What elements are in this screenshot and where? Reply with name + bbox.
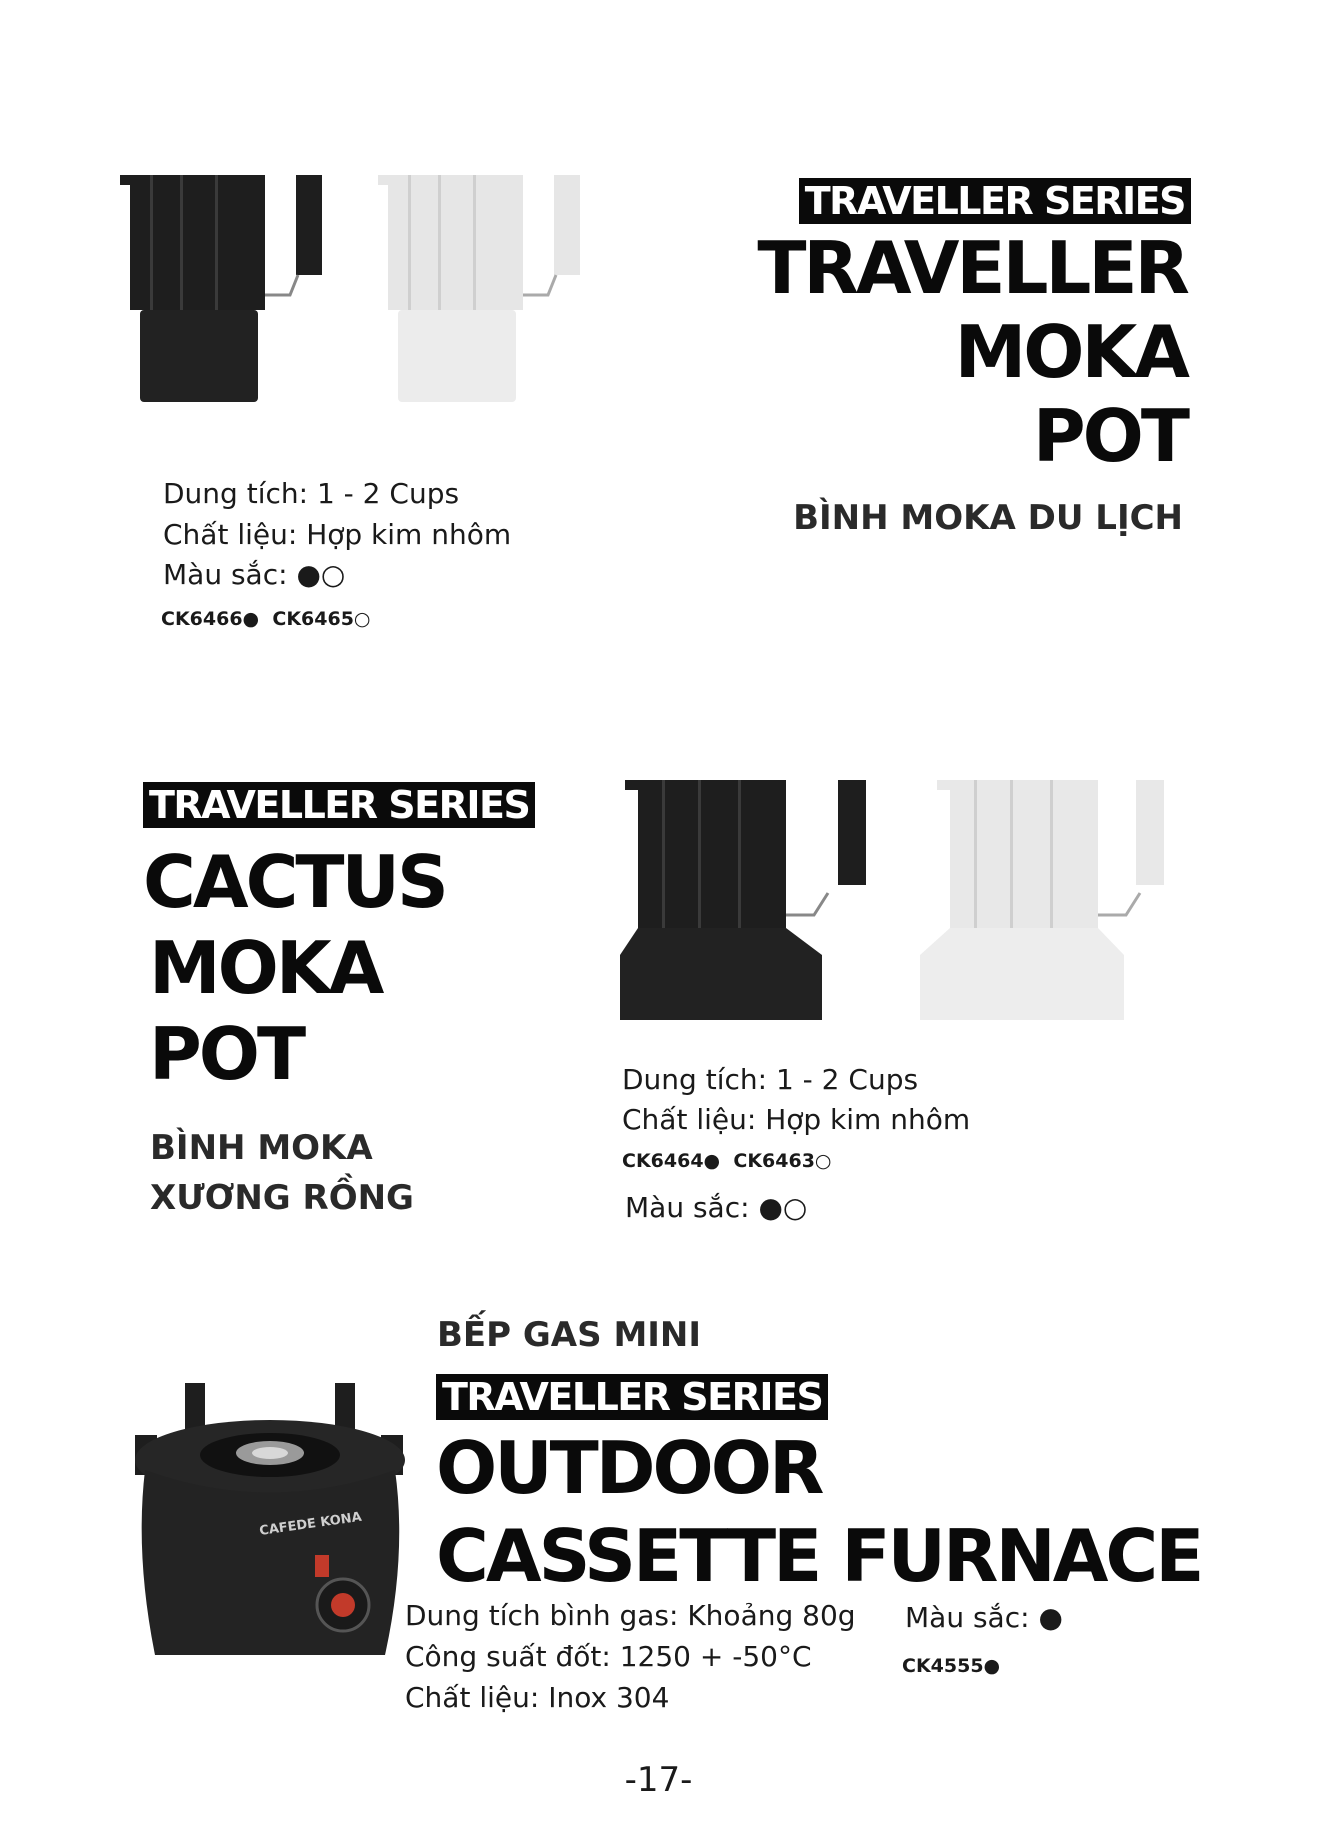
traveller-spec-material: Chất liệu: Hợp kim nhôm xyxy=(163,518,512,551)
gas-stove-icon xyxy=(135,1383,405,1655)
cactus-subtitle-line-2: XƯƠNG RỒNG xyxy=(150,1178,414,1218)
stove-spec-gas-capacity: Dung tích bình gas: Khoảng 80g xyxy=(405,1599,856,1632)
cactus-spec-capacity: Dung tích: 1 - 2 Cups xyxy=(622,1063,919,1096)
stove-spec-material: Chất liệu: Inox 304 xyxy=(405,1681,670,1714)
black-moka-pot-icon xyxy=(120,175,322,402)
cactus-codes xyxy=(622,1150,832,1172)
page-number: -17- xyxy=(624,1760,693,1800)
cactus-series-tag: TRAVELLER SERIES xyxy=(143,782,535,828)
traveller-title-line-3: POT xyxy=(1032,394,1187,478)
white-cactus-pot-icon xyxy=(920,780,1164,1020)
color-symbols: : ●○ xyxy=(740,1191,808,1224)
traveller-title-line-2: MOKA xyxy=(954,310,1187,394)
cactus-color-row xyxy=(625,1188,807,1228)
traveller-color-row xyxy=(163,555,345,595)
stove-title-line-2: CASSETTE FURNACE xyxy=(436,1514,1202,1598)
stove-brand-label: CAFEDE KONA xyxy=(258,1509,363,1539)
cactus-moka-pot-image xyxy=(620,775,1170,1025)
stove-spec-power: Công suất đốt: 1250 + -50°C xyxy=(405,1640,812,1673)
color-label: Màu sắc xyxy=(905,1601,1021,1634)
color-label: Màu sắc xyxy=(625,1191,741,1224)
stove-title-line-1: OUTDOOR xyxy=(436,1426,822,1510)
product-code-black: CK6464● xyxy=(622,1150,721,1172)
stove-subtitle: BẾP GAS MINI xyxy=(437,1315,702,1355)
cactus-spec-material: Chất liệu: Hợp kim nhôm xyxy=(622,1103,971,1136)
black-cactus-pot-icon xyxy=(620,780,866,1020)
color-label: Màu sắc xyxy=(163,558,279,591)
gas-stove-image xyxy=(125,1375,415,1675)
cactus-title-line-3: POT xyxy=(149,1012,304,1096)
traveller-spec-capacity: Dung tích: 1 - 2 Cups xyxy=(163,477,460,510)
white-moka-pot-icon xyxy=(378,175,580,402)
stove-product-code: CK4555● xyxy=(902,1655,1001,1677)
traveller-moka-pot-image xyxy=(120,165,590,405)
traveller-title-line-1: TRAVELLER xyxy=(757,226,1187,310)
product-code-black: CK6466● xyxy=(161,608,260,630)
color-symbols: : ● xyxy=(1020,1601,1063,1634)
cactus-title-line-1: CACTUS xyxy=(143,840,446,924)
product-code-white: CK6463○ xyxy=(733,1150,832,1172)
color-symbols: : ●○ xyxy=(278,558,346,591)
stove-color-row xyxy=(905,1598,1063,1638)
product-code-white: CK6465○ xyxy=(272,608,371,630)
cactus-subtitle-line-1: BÌNH MOKA xyxy=(150,1128,373,1168)
traveller-series-tag: TRAVELLER SERIES xyxy=(799,178,1191,224)
cactus-title-line-2: MOKA xyxy=(149,926,382,1010)
stove-series-tag: TRAVELLER SERIES xyxy=(436,1374,828,1420)
traveller-codes xyxy=(161,608,371,630)
traveller-subtitle: BÌNH MOKA DU LỊCH xyxy=(793,498,1183,538)
